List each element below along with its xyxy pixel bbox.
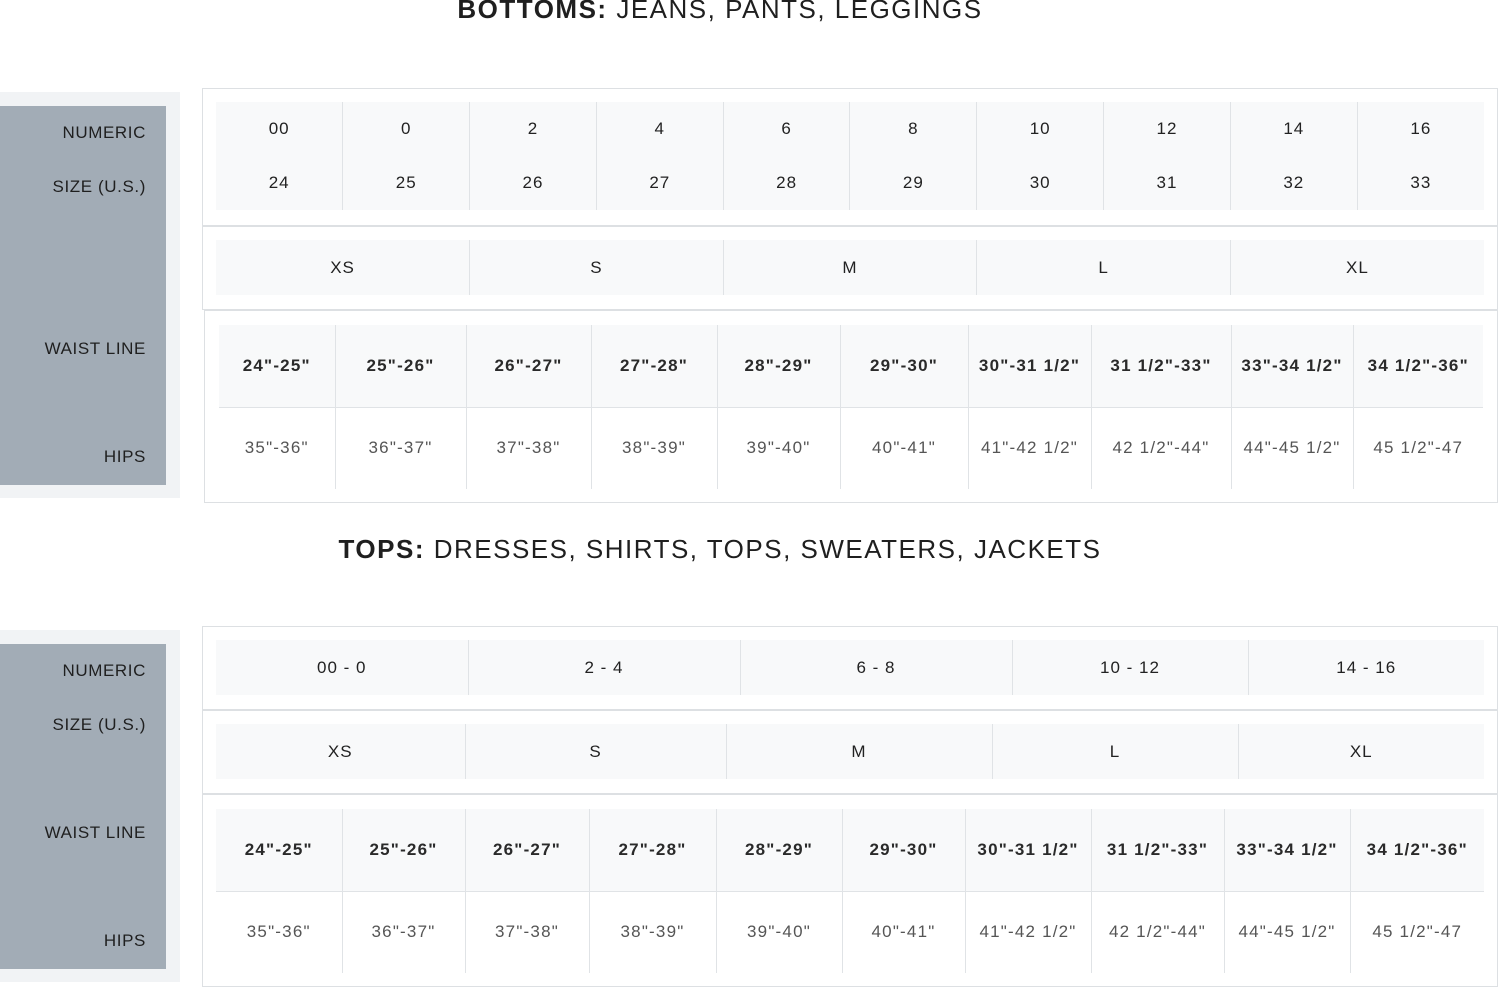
letter-size-cell: XS (216, 240, 470, 295)
hips-cell: 39"-40" (716, 891, 842, 973)
waist-line-cell: 26"-27" (465, 809, 589, 891)
waist-line-cell: 28"-29" (717, 325, 840, 407)
tops-hips-label: HIPS (103, 931, 146, 950)
tops-waist-line-row (216, 809, 1484, 891)
tops-letter-size-row (216, 724, 1484, 779)
waist-line-cell: 27"-28" (591, 325, 717, 407)
bottoms-letter-size-row (216, 240, 1484, 295)
bottoms-title-categories: JEANS, PANTS, LEGGINGS (607, 0, 983, 24)
tops-label-panel (0, 644, 166, 969)
numeric-range-cell: 14 - 16 (1248, 640, 1484, 695)
tops-letter-size-table (216, 724, 1484, 779)
bottoms-numeric-row (216, 102, 1484, 156)
waist-line-cell: 28"-29" (716, 809, 842, 891)
letter-size-cell: M (726, 724, 992, 779)
waist-line-cell: 34 1/2"-36" (1353, 325, 1483, 407)
numeric-size-cell: 6 (723, 102, 850, 156)
hips-cell: 41"-42 1/2" (968, 407, 1091, 489)
waist-size-cell: 29 (850, 156, 977, 210)
bottoms-hips-label: HIPS (103, 447, 146, 466)
hips-cell: 40"-41" (840, 407, 968, 489)
numeric-range-cell: 2 - 4 (468, 640, 740, 695)
numeric-size-cell: 0 (343, 102, 470, 156)
waist-size-cell: 30 (977, 156, 1104, 210)
waist-line-cell: 30"-31 1/2" (965, 809, 1091, 891)
letter-size-cell: S (465, 724, 726, 779)
hips-cell: 42 1/2"-44" (1091, 407, 1231, 489)
waist-size-cell: 26 (470, 156, 597, 210)
hips-cell: 35"-36" (216, 891, 342, 973)
letter-size-cell: XS (216, 724, 465, 779)
letter-size-cell: XL (1230, 240, 1484, 295)
tops-hips-row (216, 891, 1484, 973)
numeric-size-cell: 8 (850, 102, 977, 156)
hips-cell: 44"-45 1/2" (1224, 891, 1350, 973)
hips-cell: 35"-36" (219, 407, 335, 489)
waist-line-cell: 24"-25" (219, 325, 335, 407)
waist-size-cell: 27 (596, 156, 723, 210)
waist-size-cell: 28 (723, 156, 850, 210)
bottoms-measurements-table (219, 325, 1483, 489)
hips-cell: 45 1/2"-47 (1353, 407, 1483, 489)
bottoms-numeric-label: NUMERIC (62, 123, 146, 142)
hips-cell: 38"-39" (591, 407, 717, 489)
hips-cell: 39"-40" (717, 407, 840, 489)
bottoms-label-panel (0, 106, 166, 485)
waist-line-cell: 30"-31 1/2" (968, 325, 1091, 407)
waist-line-cell: 27"-28" (589, 809, 716, 891)
numeric-range-cell: 6 - 8 (740, 640, 1012, 695)
hips-cell: 36"-37" (342, 891, 465, 973)
waist-line-cell: 24"-25" (216, 809, 342, 891)
waist-size-cell: 25 (343, 156, 470, 210)
hips-cell: 45 1/2"-47 (1350, 891, 1484, 973)
tops-waist-line-label: WAIST LINE (44, 823, 146, 842)
hips-cell: 37"-38" (465, 891, 589, 973)
waist-size-cell: 31 (1104, 156, 1231, 210)
tops-section-title (0, 534, 1440, 565)
waist-line-cell: 31 1/2"-33" (1091, 809, 1224, 891)
tops-measurements-table (216, 809, 1484, 973)
numeric-size-cell: 4 (596, 102, 723, 156)
tops-numeric-row (216, 640, 1484, 695)
tops-numeric-table (216, 640, 1484, 695)
bottoms-title-bold: BOTTOMS: (457, 0, 608, 24)
hips-cell: 42 1/2"-44" (1091, 891, 1224, 973)
waist-line-cell: 33"-34 1/2" (1224, 809, 1350, 891)
waist-line-cell: 29"-30" (842, 809, 965, 891)
letter-size-cell: M (723, 240, 977, 295)
bottoms-numeric-table (216, 102, 1484, 210)
waist-line-cell: 33"-34 1/2" (1231, 325, 1353, 407)
tops-title-categories: DRESSES, SHIRTS, TOPS, SWEATERS, JACKETS (424, 534, 1102, 564)
bottoms-letter-size-table (216, 240, 1484, 295)
bottoms-size-us-label: SIZE (U.S.) (52, 177, 146, 196)
hips-cell: 44"-45 1/2" (1231, 407, 1353, 489)
waist-line-cell: 26"-27" (466, 325, 591, 407)
waist-line-cell: 31 1/2"-33" (1091, 325, 1231, 407)
numeric-size-cell: 10 (977, 102, 1104, 156)
tops-size-us-label: SIZE (U.S.) (52, 715, 146, 734)
bottoms-waist-size-row (216, 156, 1484, 210)
numeric-range-cell: 10 - 12 (1012, 640, 1248, 695)
numeric-range-cell: 00 - 0 (216, 640, 468, 695)
letter-size-cell: L (977, 240, 1231, 295)
tops-title-bold: TOPS: (338, 534, 425, 564)
numeric-size-cell: 00 (216, 102, 343, 156)
numeric-size-cell: 12 (1104, 102, 1231, 156)
bottoms-waist-line-row (219, 325, 1483, 407)
bottoms-section-title (0, 0, 1440, 25)
letter-size-cell: XL (1238, 724, 1484, 779)
waist-line-cell: 29"-30" (840, 325, 968, 407)
hips-cell: 40"-41" (842, 891, 965, 973)
numeric-size-cell: 16 (1357, 102, 1484, 156)
waist-line-cell: 25"-26" (342, 809, 465, 891)
numeric-size-cell: 14 (1230, 102, 1357, 156)
numeric-size-cell: 2 (470, 102, 597, 156)
waist-line-cell: 25"-26" (335, 325, 466, 407)
hips-cell: 36"-37" (335, 407, 466, 489)
letter-size-cell: S (470, 240, 724, 295)
bottoms-hips-row (219, 407, 1483, 489)
hips-cell: 41"-42 1/2" (965, 891, 1091, 973)
waist-size-cell: 32 (1230, 156, 1357, 210)
tops-numeric-label: NUMERIC (62, 661, 146, 680)
letter-size-cell: L (992, 724, 1238, 779)
bottoms-waist-line-label: WAIST LINE (44, 339, 146, 358)
hips-cell: 37"-38" (466, 407, 591, 489)
hips-cell: 38"-39" (589, 891, 716, 973)
waist-size-cell: 33 (1357, 156, 1484, 210)
waist-line-cell: 34 1/2"-36" (1350, 809, 1484, 891)
waist-size-cell: 24 (216, 156, 343, 210)
